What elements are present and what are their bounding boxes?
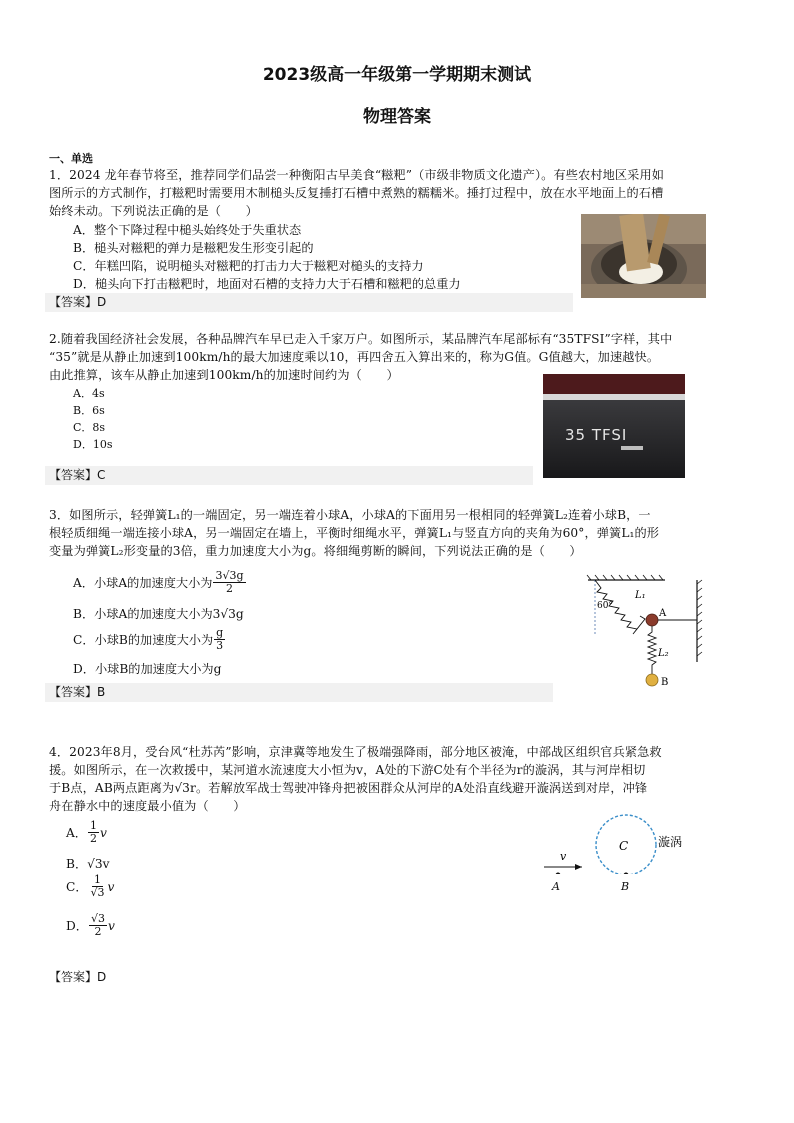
q3-option-c xyxy=(73,627,226,652)
q3-stem-line2: 根轻质细绳一端连接小球A，另一端固定在墙上，平衡时细绳水平，弹簧L₁与竖直方向的夹角为60°，弹簧L₁的形 xyxy=(49,526,660,540)
q3-ball-a xyxy=(646,614,658,626)
q4-option-a-den: 2 xyxy=(90,832,97,845)
q4-option-a-label: A． xyxy=(66,825,87,840)
q1-answer: 【答案】D xyxy=(45,293,573,312)
q4-point-b xyxy=(624,873,629,875)
q3-ball-a-label: A xyxy=(659,608,667,619)
q4-a-label: A xyxy=(552,880,560,893)
q2-stem-line1: 2.随着我国经济社会发展，各种品牌汽车早已走入千家万户。如图所示，某品牌汽车尾部标有“35TFSI”字样，其中 xyxy=(49,332,673,346)
q4-option-a xyxy=(66,820,107,845)
q4-c-label: C xyxy=(619,839,629,853)
q4-b-label: B xyxy=(621,880,630,893)
q1-stem-line1: 1．2024 龙年春节将至，推荐同学们品尝一种衡阳古早美食“糍粑”（市级非物质文化遗产）。有些农村地区采用如 xyxy=(49,168,665,182)
q3-option-c-num: g xyxy=(216,626,224,639)
q4-stem-line2: 援。如图所示，在一次救援中，某河道水流速度大小恒为v，A处的下游C处有个半径为r的漩涡，其与河岸相切 xyxy=(49,763,646,777)
q4-option-c-num: 1 xyxy=(94,873,102,886)
q3-option-a-num: 3√3g xyxy=(215,569,244,582)
q4-option-d-num: √3 xyxy=(90,912,105,925)
q3-spring-diagram xyxy=(585,574,710,692)
q4-stem-line3: 于B点，AB两点距离为√3r。若解放军战士驾驶冲锋舟把被困群众从河岸的A处沿直线避开漩涡送到对岸，冲锋 xyxy=(49,781,648,795)
q1-stem-line3: 始终未动。下列说法正确的是（ ） xyxy=(49,204,258,218)
q3-option-a-text: A．小球A的加速度大小为 xyxy=(73,575,213,590)
q4-v-label: v xyxy=(560,850,567,863)
q3-option-d: D．小球B的加速度大小为g xyxy=(73,662,222,676)
q4-option-d-den: 2 xyxy=(94,925,102,938)
q4-option-d-fraction xyxy=(89,913,107,938)
q3-l2-label: L₂ xyxy=(658,648,669,659)
q3-l1-label: L₁ xyxy=(635,590,646,601)
q1-option-d: D．槌头向下打击糍粑时，地面对石槽的支持力大于石槽和糍粑的总重力 xyxy=(73,277,461,291)
q3-option-a-fraction xyxy=(213,570,245,595)
q4-option-d-tail: v xyxy=(107,918,115,933)
q4-velocity-arrow xyxy=(575,864,582,870)
q4-option-c xyxy=(66,874,114,899)
q4-stem-line1: 4．2023年8月，受台风“杜苏芮”影响，京津冀等地发生了极端强降雨，部分地区被淹，中部战区组织官兵紧急救 xyxy=(49,745,662,759)
q4-vortex-label: 漩涡 xyxy=(658,835,683,849)
q2-option-a: A．4s xyxy=(73,387,105,400)
q2-option-b: B．6s xyxy=(73,404,105,417)
q4-option-c-tail: v xyxy=(107,879,115,894)
q4-vortex-diagram xyxy=(510,812,692,874)
q3-option-a xyxy=(73,570,247,595)
q3-option-c-den: 3 xyxy=(216,639,224,652)
q2-stem-line2: “35”就是从静止加速到100km/h的最大加速度乘以10，再四舍五入算出来的，称为G值。G值越大，加速越快。 xyxy=(49,350,660,364)
q1-option-b: B．槌头对糍粑的弹力是糍粑发生形变引起的 xyxy=(73,241,314,255)
q2-answer: 【答案】C xyxy=(45,466,533,485)
q3-stem-line1: 3．如图所示，轻弹簧L₁的一端固定，另一端连着小球A，小球A的下面用另一根相同的轻弹簧L₂连着小球B，一 xyxy=(49,508,651,522)
q4-option-b: B．√3v xyxy=(66,857,110,871)
q2-badge-text: 35 TFSI xyxy=(565,426,628,444)
q3-option-b: B．小球A的加速度大小为3√3g xyxy=(73,607,244,621)
q3-ball-b xyxy=(646,674,658,686)
q4-option-a-fraction xyxy=(88,820,99,845)
q2-car-badge-photo xyxy=(543,374,685,478)
q2-option-c: C．8s xyxy=(73,421,106,434)
q1-stem-line2: 图所示的方式制作，打糍粑时需要用木制槌头反复捶打石槽中煮熟的糯糯米。捶打过程中，放在水平地面上的石槽 xyxy=(49,186,664,200)
page-subtitle: 物理答案 xyxy=(363,107,431,127)
q3-option-a-den: 2 xyxy=(226,582,234,595)
q1-mortar-photo xyxy=(581,214,706,298)
section-label: 一、单选 xyxy=(49,152,93,165)
q3-angle-label: 60° xyxy=(597,601,613,611)
q4-option-c-fraction xyxy=(89,874,107,899)
q3-answer: 【答案】B xyxy=(45,683,553,702)
page-title: 2023级高一年级第一学期期末测试 xyxy=(262,65,532,85)
q4-option-a-num: 1 xyxy=(90,819,97,832)
q1-option-a: A．整个下降过程中槌头始终处于失重状态 xyxy=(73,223,302,237)
q2-stem-line3: 由此推算，该车从静止加速到100km/h的加速时间约为（ ） xyxy=(49,368,399,382)
q3-stem-line3: 变量为弹簧L₂形变量的3倍，重力加速度大小为g。将细绳剪断的瞬间，下列说法正确的是（ ） xyxy=(49,544,582,558)
q4-option-a-tail: v xyxy=(100,825,107,840)
q4-option-c-label: C． xyxy=(66,879,88,894)
q4-stem-line4: 舟在静水中的速度最小值为（ ） xyxy=(49,799,246,813)
q3-option-c-text: C．小球B的加速度大小为 xyxy=(73,632,214,647)
q4-answer: 【答案】D xyxy=(49,970,107,984)
q4-option-c-den: √3 xyxy=(90,886,105,899)
q1-option-c: C．年糕凹陷，说明槌头对糍粑的打击力大于糍粑对槌头的支持力 xyxy=(73,259,424,273)
q3-ball-b-label: B xyxy=(661,677,669,688)
q2-option-d: D．10s xyxy=(73,438,113,451)
q4-option-d xyxy=(66,913,115,938)
q4-point-a xyxy=(556,873,561,875)
q3-option-c-fraction xyxy=(214,627,225,652)
q4-option-d-label: D． xyxy=(66,918,88,933)
